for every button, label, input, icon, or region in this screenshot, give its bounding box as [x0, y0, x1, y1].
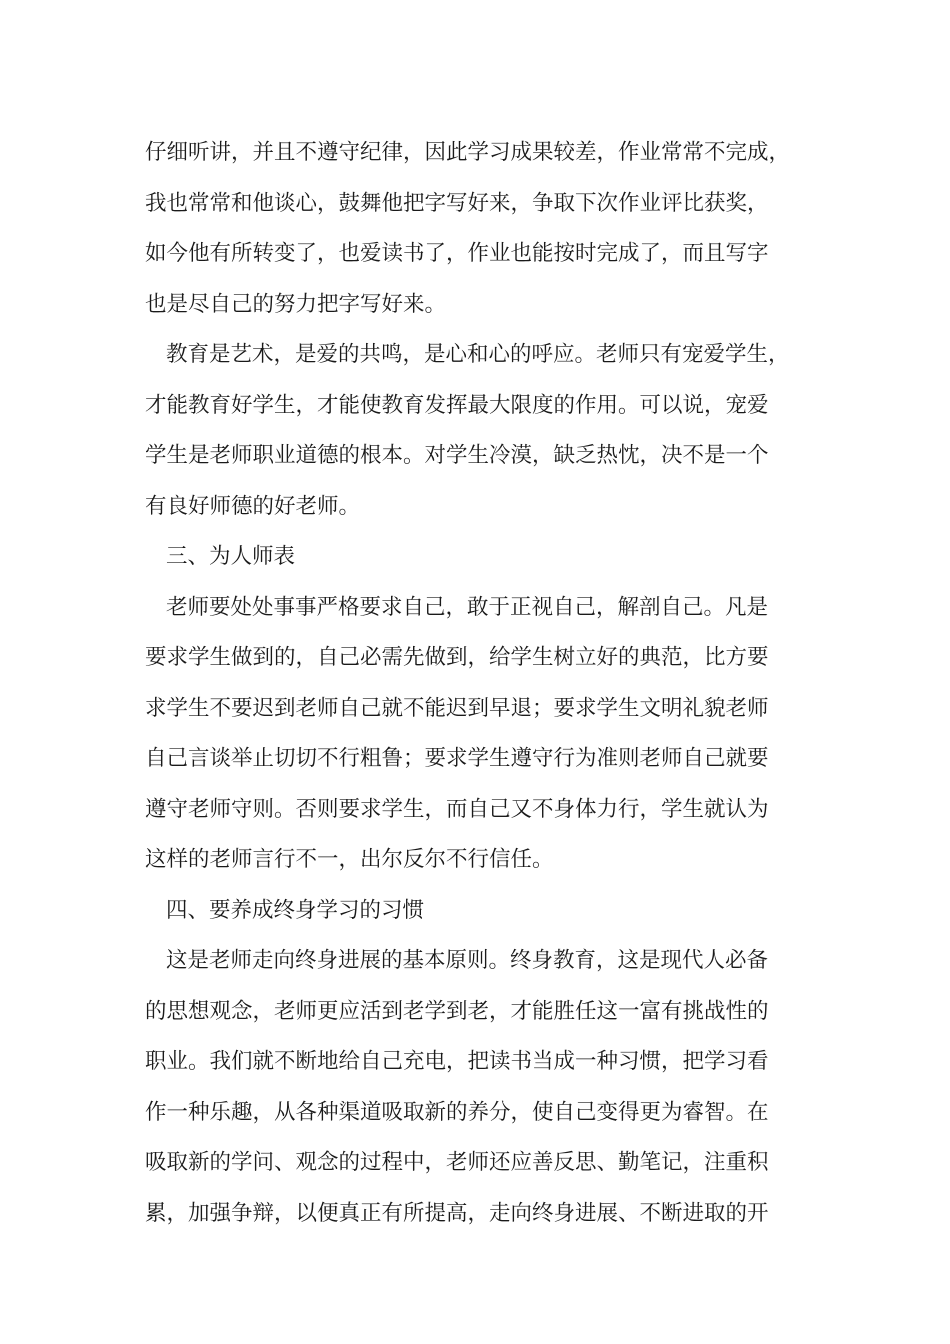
paragraph-4 — [145, 936, 815, 1239]
text-line: 仔细听讲，并且不遵守纪律，因此学习成果较差，作业常常不完成， — [145, 140, 791, 165]
paragraph-2 — [145, 330, 815, 532]
heading-line: 四、要养成终身学习的习惯 — [166, 897, 425, 923]
text-line: 自己言谈举止切切不行粗鲁；要求学生遵守行为准则老师自己就要 — [145, 746, 769, 771]
section-heading-4 — [145, 886, 815, 937]
text-line: 教育是艺术，是爱的共鸣，是心和心的呼应。老师只有宠爱学生， — [166, 342, 790, 367]
text-line: 累，加强争辩，以便真正有所提高，走向终身进展、不断进取的开 — [145, 1200, 769, 1226]
text-line: 遵守老师守则。否则要求学生，而自己又不身体力行，学生就认为 — [145, 796, 769, 822]
text-line: 吸取新的学问、观念的过程中，老师还应善反思、勤笔记，注重积 — [145, 1150, 769, 1175]
text-line: 才能教育好学生，才能使教育发挥最大限度的作用。可以说，宠爱 — [145, 392, 769, 418]
text-line: 老师要处处事事严格要求自己，敢于正视自己，解剖自己。凡是 — [166, 594, 769, 620]
text-line: 作一种乐趣，从各种渠道吸取新的养分，使自己变得更为睿智。在 — [145, 1099, 769, 1125]
paragraph-1 — [145, 128, 815, 330]
text-line: 的思想观念，老师更应活到老学到老，才能胜任这一富有挑战性的 — [145, 998, 769, 1024]
text-line: 也是尽自己的努力把字写好来。 — [145, 291, 447, 317]
text-line: 学生是老师职业道德的根本。对学生冷漠，缺乏热忱，决不是一个 — [145, 443, 769, 468]
text-line: 我也常常和他谈心，鼓舞他把字写好来，争取下次作业评比获奖， — [145, 190, 769, 216]
text-line: 要求学生做到的，自己必需先做到，给学生树立好的典范，比方要 — [145, 645, 769, 670]
document-body — [145, 128, 815, 1239]
section-heading-3 — [145, 532, 815, 583]
text-line: 这是老师走向终身进展的基本原则。终身教育，这是现代人必备 — [166, 948, 769, 973]
text-line: 职业。我们就不断地给自己充电，把读书当成一种习惯，把学习看 — [145, 1049, 769, 1074]
text-line: 如今他有所转变了，也爱读书了，作业也能按时完成了，而且写字 — [145, 241, 769, 266]
text-line: 求学生不要迟到老师自己就不能迟到早退；要求学生文明礼貌老师 — [145, 695, 769, 721]
text-line: 这样的老师言行不一，出尔反尔不行信任。 — [145, 847, 554, 872]
text-line: 有良好师德的好老师。 — [145, 493, 361, 519]
paragraph-3 — [145, 583, 815, 886]
heading-line: 三、为人师表 — [166, 544, 296, 569]
